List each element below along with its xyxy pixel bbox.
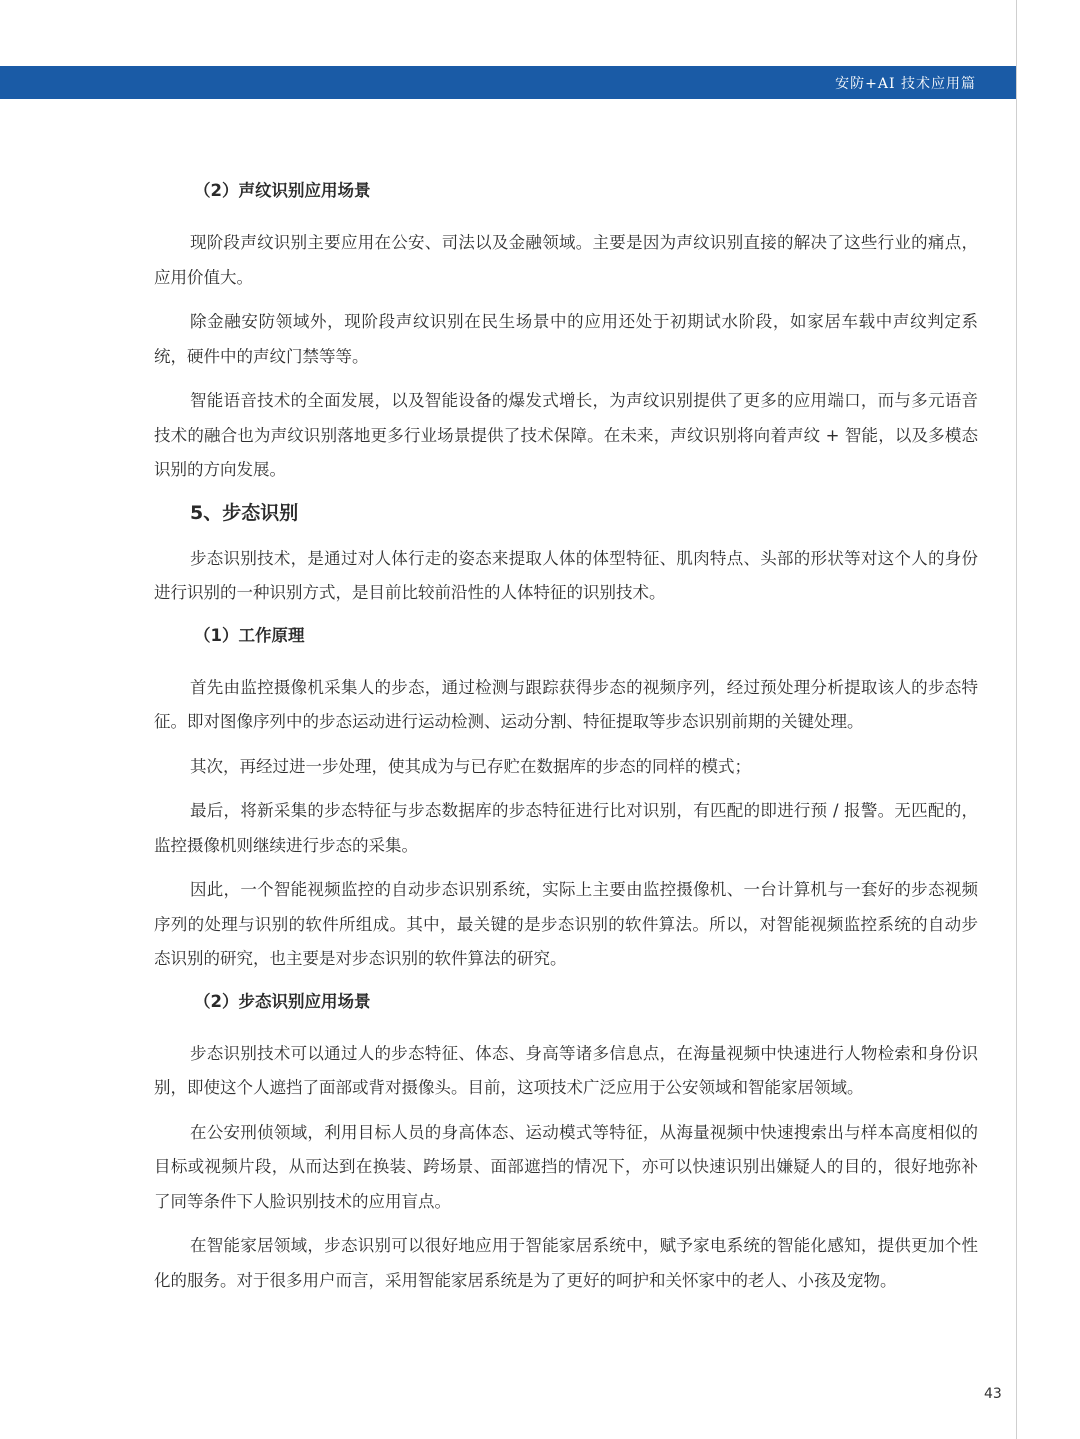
paragraph: 智能语音技术的全面发展，以及智能设备的爆发式增长，为声纹识别提供了更多的应用端口，而与多元语音技术的融合也为声纹识别落地更多行业场景提供了技术保障。在未来，声纹识别将向着声纹 + 智能，以及多模态识别的方向发展。 — [154, 391, 978, 479]
page-edge-line — [1016, 0, 1017, 1439]
header-title: 安防+AI 技术应用篇 — [835, 76, 976, 92]
subheading-working-principle: （1）工作原理 — [194, 625, 305, 645]
paragraph: 在公安刑侦领域，利用目标人员的身高体态、运动模式等特征，从海量视频中快速搜索出与样本高度相似的目标或视频片段，从而达到在换装、跨场景、面部遮挡的情况下，亦可以快速识别出嫌疑人的目的，很好地弥补了同等条件下人脸识别技术的应用盲点。 — [154, 1122, 978, 1211]
paragraph: 最后，将新采集的步态特征与步态数据库的步态特征进行比对识别，有匹配的即进行预 / 报警。无匹配的，监控摄像机则继续进行步态的采集。 — [154, 801, 978, 855]
header-band — [0, 66, 1016, 99]
paragraph: 首先由监控摄像机采集人的步态，通过检测与跟踪获得步态的视频序列，经过预处理分析提取该人的步态特征。即对图像序列中的步态运动进行运动检测、运动分割、特征提取等步态识别前期的关键处理。 — [154, 677, 978, 731]
section-heading-gait-recognition: 5、步态识别 — [190, 501, 299, 524]
paragraph: 在智能家居领域，步态识别可以很好地应用于智能家居系统中，赋予家电系统的智能化感知，提供更加个性化的服务。对于很多用户而言，采用智能家居系统是为了更好的呵护和关怀家中的老人、小孩及宠物。 — [154, 1236, 978, 1290]
paragraph: 步态识别技术，是通过对人体行走的姿态来提取人体的体型特征、肌肉特点、头部的形状等对这个人的身份进行识别的一种识别方式，是目前比较前沿性的人体特征的识别技术。 — [154, 548, 978, 602]
paragraph: 步态识别技术可以通过人的步态特征、体态、身高等诸多信息点，在海量视频中快速进行人物检索和身份识别，即使这个人遮挡了面部或背对摄像头。目前，这项技术广泛应用于公安领域和智能家居领域。 — [154, 1043, 978, 1097]
subheading-voiceprint-scenarios: （2）声纹识别应用场景 — [194, 181, 371, 200]
article-body — [154, 176, 978, 1308]
paragraph: 其次，再经过进一步处理，使其成为与已存贮在数据库的步态的同样的模式； — [190, 756, 751, 776]
subheading-gait-scenarios: （2）步态识别应用场景 — [194, 991, 371, 1011]
page-number: 43 — [984, 1386, 1002, 1402]
paragraph: 除金融安防领域外，现阶段声纹识别在民生场景中的应用还处于初期试水阶段，如家居车载中声纹判定系统，硬件中的声纹门禁等等。 — [154, 312, 978, 366]
paragraph: 现阶段声纹识别主要应用在公安、司法以及金融领域。主要是因为声纹识别直接的解决了这些行业的痛点，应用价值大。 — [154, 233, 978, 287]
paragraph: 因此，一个智能视频监控的自动步态识别系统，实际上主要由监控摄像机、一台计算机与一套好的步态视频序列的处理与识别的软件所组成。其中，最关键的是步态识别的软件算法。所以，对智能视频监控系统的自动步态识别的研究，也主要是对步态识别的软件算法的研究。 — [154, 880, 978, 968]
